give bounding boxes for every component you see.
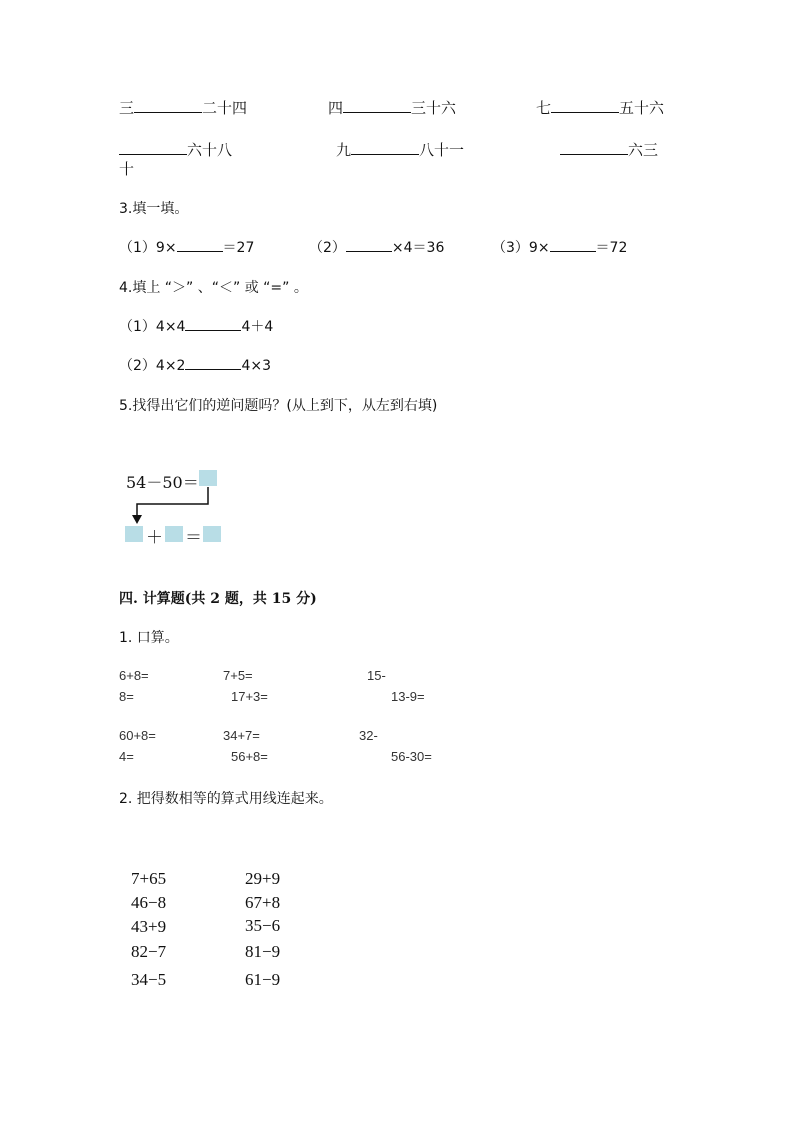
q5-title: 5.找得出它们的逆问题吗？(从上到下，从左到右填): [119, 398, 438, 414]
equals-sign: ＝: [185, 528, 202, 548]
answer-box-3[interactable]: [165, 526, 183, 542]
compare-item-3: [536, 97, 664, 118]
item-suffix: 4＋4: [241, 319, 274, 335]
match-left-1[interactable]: 7+65: [131, 869, 167, 888]
calc-cell: 17+3=: [231, 689, 268, 704]
compare-item-5: [336, 139, 464, 160]
q4-item-2: [119, 355, 271, 375]
answer-blank[interactable]: [134, 111, 202, 113]
item-left: 四: [328, 99, 344, 117]
answer-box-2[interactable]: [125, 526, 143, 542]
match-right-4[interactable]: 81−9: [245, 942, 281, 961]
compare-item-2: [328, 97, 456, 118]
match-right-3[interactable]: 35−6: [245, 916, 281, 935]
item-suffix: ＝27: [222, 240, 255, 256]
calc-cell: 6+8=: [119, 668, 149, 683]
match-title: 2. 把得数相等的算式用线连起来。: [119, 791, 333, 807]
q3-title: 3.填一填。: [119, 201, 189, 217]
plus-sign: ＋: [146, 528, 163, 548]
calc-cell: 56-30=: [391, 749, 432, 764]
item-left: 九: [336, 141, 352, 159]
item-right: 三十六: [411, 99, 457, 117]
q3-item-1: [119, 237, 254, 257]
item-suffix: ＝72: [595, 240, 628, 256]
answer-box-4[interactable]: [203, 526, 221, 542]
match-right-5[interactable]: 61−9: [245, 970, 281, 989]
q4-title: 4.填上 “＞” 、“＜” 或 “=” 。: [119, 280, 308, 296]
answer-blank[interactable]: [185, 329, 241, 331]
compare-item-6: [560, 139, 658, 160]
answer-blank[interactable]: [551, 111, 619, 113]
answer-blank[interactable]: [560, 153, 628, 155]
calc-cell: 15-: [367, 668, 386, 683]
compare-item-1: [119, 97, 247, 118]
item-prefix: （3）9×: [492, 240, 550, 256]
item-suffix: ×4＝36: [391, 240, 445, 256]
match-right-2[interactable]: 67+8: [245, 893, 281, 912]
item-right: 二十四: [202, 99, 248, 117]
q5-top-expression: 54－50＝: [126, 473, 199, 492]
item-prefix: （2）: [309, 240, 346, 256]
match-left-5[interactable]: 34−5: [131, 970, 167, 989]
answer-blank[interactable]: [185, 368, 241, 370]
calc-cell: 7+5=: [223, 668, 253, 683]
q4-item-1: [119, 316, 273, 336]
calc-cell: 13-9=: [391, 689, 425, 704]
answer-blank[interactable]: [119, 153, 187, 155]
section-heading: 四. 计算题(共 2 题，共 15 分): [119, 591, 317, 607]
calc-cell: 8=: [119, 689, 134, 704]
answer-blank[interactable]: [177, 250, 223, 252]
match-right-1[interactable]: 29+9: [245, 869, 281, 888]
item-left: 七: [536, 99, 552, 117]
q3-item-2: [309, 237, 444, 257]
arrow-connector: [120, 484, 220, 526]
item-right: 五十六: [619, 99, 665, 117]
match-left-3[interactable]: 43+9: [131, 917, 167, 936]
calc-cell: 32-: [359, 728, 378, 743]
match-left-2[interactable]: 46−8: [131, 893, 167, 912]
wrapped-text: 十: [119, 160, 135, 178]
answer-blank[interactable]: [346, 250, 392, 252]
compare-item-4: [119, 139, 232, 160]
answer-blank[interactable]: [343, 111, 411, 113]
calc-title: 1. 口算。: [119, 630, 179, 646]
item-prefix: （1）4×4: [119, 319, 186, 335]
item-right: 八十一: [419, 141, 465, 159]
item-right: 六三: [628, 141, 659, 159]
calc-cell: 56+8=: [231, 749, 268, 764]
item-prefix: （1）9×: [119, 240, 177, 256]
item-right: 六十八: [187, 141, 233, 159]
item-prefix: （2）4×2: [119, 358, 186, 374]
answer-blank[interactable]: [550, 250, 596, 252]
calc-cell: 34+7=: [223, 728, 260, 743]
q3-item-3: [492, 237, 627, 257]
match-left-4[interactable]: 82−7: [131, 942, 167, 961]
answer-blank[interactable]: [351, 153, 419, 155]
calc-cell: 4=: [119, 749, 134, 764]
calc-cell: 60+8=: [119, 728, 156, 743]
item-left: 三: [119, 99, 135, 117]
item-suffix: 4×3: [241, 358, 271, 374]
